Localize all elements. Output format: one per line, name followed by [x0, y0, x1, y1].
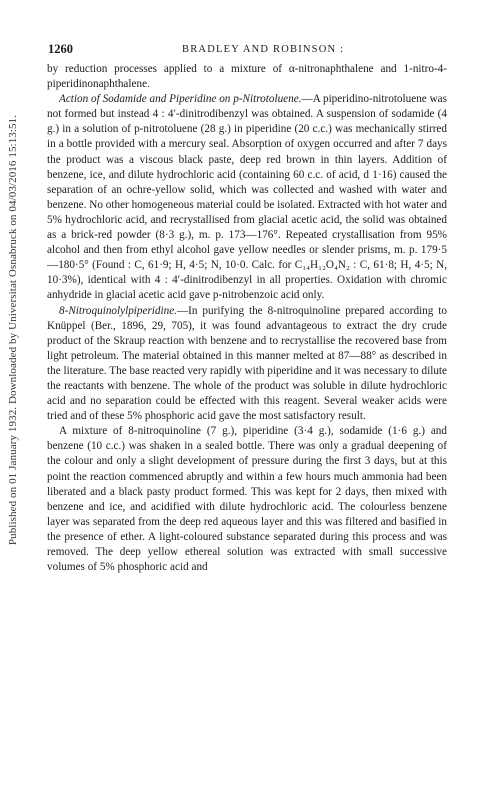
publication-side-note	[2, 60, 24, 600]
paragraph-text: A mixture of 8-nitroquinoline (7 g.), piperidine (3·4 g.), sodamide (1·6 g.) and benzene (10 c.c.) was shaken in a sealed bottle. There was only a gradual deepening of the colour and only a slight development of pressure during the first 3 days, but at this point the reaction commenced abruptly and within a few hours much ammonia had been liberated and a black pasty product formed. This was kept for 2 days, then mixed with benzene and ice, and acidified with dilute hydrochloric acid. The colourless benzene layer was separated from the deep red aqueous layer and this was filtered and basified in the presence of ether. A light-coloured substance separated during this process and was removed. The deep yellow ethereal solution was extracted with small successive volumes of 5% phosphoric acid and	[47, 425, 447, 574]
running-head: BRADLEY AND ROBINSON :	[182, 44, 345, 55]
paragraph-title: 8-Nitroquinolylpiperidine.	[59, 304, 177, 317]
article-body	[47, 62, 447, 575]
side-note-text: Published on 01 January 1932. Downloaded by Universitat Osnabruck on 04/03/2016 15:13:51.	[7, 114, 19, 546]
paragraph	[47, 62, 447, 92]
paragraph	[47, 424, 447, 575]
paragraph-title: Action of Sodamide and Piperidine on p-Nitrotoluene.	[59, 93, 302, 106]
page-header	[48, 42, 448, 60]
paragraph	[47, 92, 447, 303]
page-number: 1260	[48, 42, 73, 56]
paragraph-text: by reduction processes applied to a mixture of α-nitronaphthalene and 1-nitro-4-piperidinonaphthalene.	[47, 63, 447, 91]
paragraph-text: —A piperidino-nitrotoluene was not formed but instead 4 : 4′-dinitrodibenzyl was obtained. A suspension of sodamide (4 g.) in a solution of p-nitrotoluene (28 g.) in piperidine (20 c.c.) was mechanically stirred in a bottle provided with a mercury seal. Absorption of oxygen occurred and after 7 days the product was a viscous black paste, deep red brown in thin layers. Addition of benzene, ice, and dilute hydrochloric acid (containing 60 c.c. of acid, d 1·16) caused the separation of an ochre-yellow solid, which was collected and washed with water and benzene. No other homogeneous material could be isolated. Extracted with hot water and 5% hydrochloric acid, and recrystallised from glacial acetic acid, the solid was obtained as a brick-red powder (8·3 g.), m. p. 173—176°. Repeated crystallisation from 95% alcohol and then from ethyl alcohol gave yellow needles or slender prisms, m. p. 179·5—180·5° (Found : C, 61·9; H, 4·5; N, 10·0. Calc. for C₁₄H₁₂O₄N₂ : C, 61·8; H, 4·5; N, 10·3%), identical with 4 : 4′-dinitrodibenzyl in all properties. Oxidation with chromic anhydride in glacial acetic acid gave p-nitrobenzoic acid only.	[47, 93, 447, 302]
paragraph-text: —In purifying the 8-nitroquinoline prepared according to Knüppel (Ber., 1896, 29, 705), it was found advantageous to extract the dry crude product of the Skraup reaction with benzene and to recrystallise the recovered base from light petroleum. The material obtained in this manner melted at 87—88° as described in the literature. The base reacted very rapidly with piperidine and it was necessary to dilute the reactants with benzene. The whole of the product was soluble in dilute hydrochloric acid and no separation could be effected with this reagent. Several weaker acids were tried and of these 5% phosphoric acid gave the most satisfactory result.	[47, 304, 447, 423]
paragraph	[47, 304, 447, 425]
